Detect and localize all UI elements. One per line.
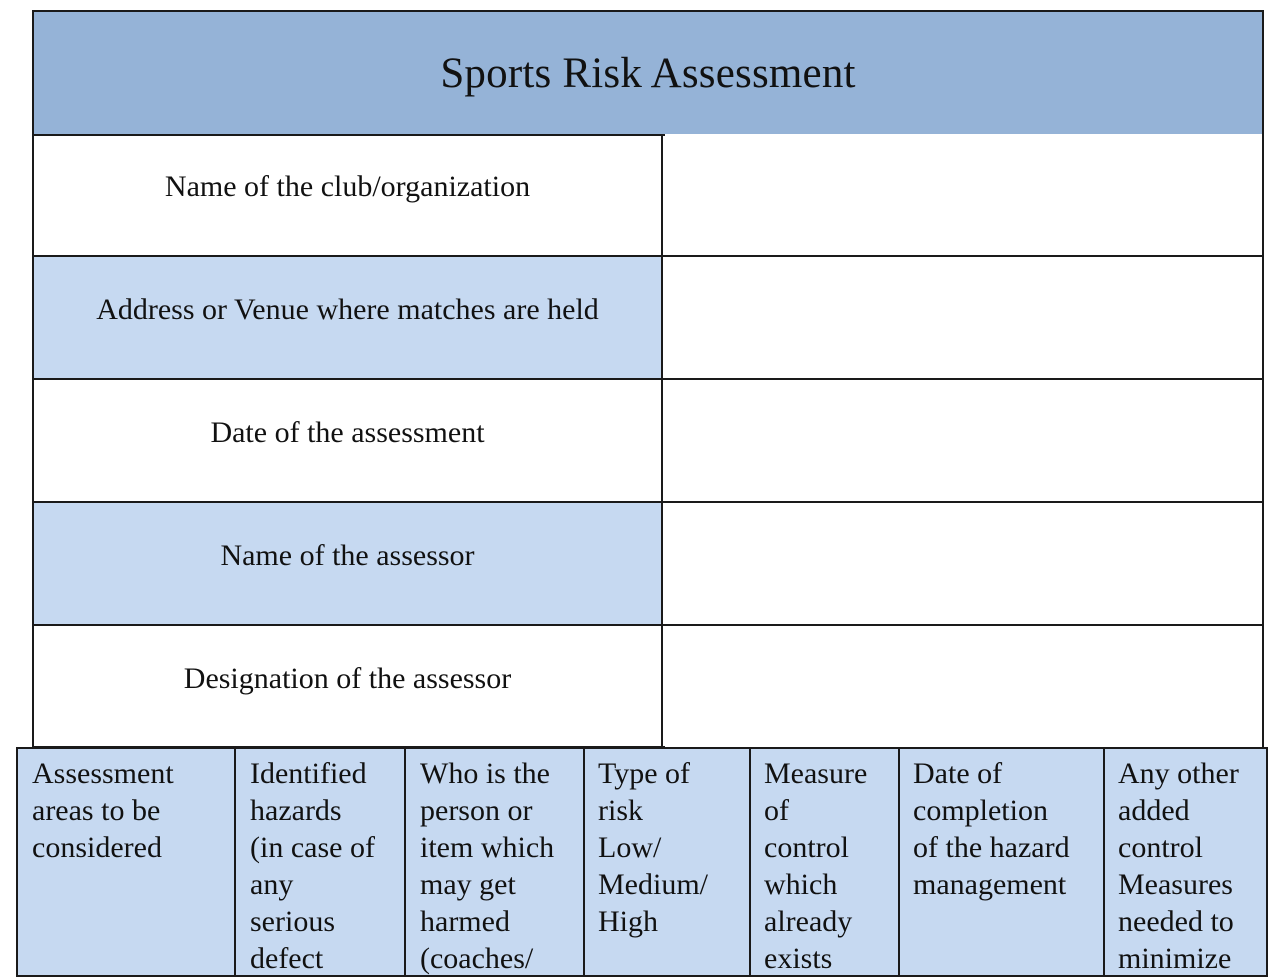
field-row-date: [34, 380, 1262, 503]
field-row-club: [34, 134, 1262, 257]
field-label-venue: Address or Venue where matches are held: [34, 257, 663, 378]
field-row-venue: [34, 257, 1262, 380]
column-header-assessment-areas: Assessment areas to be considered: [18, 749, 236, 975]
field-row-assessor-name: [34, 503, 1262, 626]
title-band: [34, 12, 1262, 136]
column-header-who-harmed: Who is the person or item which may get harmed (coaches/: [406, 749, 585, 975]
field-label-assessor-name: Name of the assessor: [34, 503, 663, 624]
column-header-added-control: Any other added control Measures needed to minimize: [1118, 757, 1239, 975]
field-value-venue[interactable]: [665, 257, 1262, 378]
assessment-table-header: [16, 747, 1268, 977]
column-header-existing-control: Measure of control which already exists: [751, 749, 900, 975]
column-header-risk-type: Type of risk Low/ Medium/ High: [585, 749, 751, 975]
field-label-date: Date of the assessment: [34, 380, 663, 501]
column-header-identified-hazards: Identified hazards (in case of any serious defect: [236, 749, 406, 975]
assessment-form: [32, 10, 1264, 748]
column-header-completion-date: Date of completion of the hazard management: [900, 749, 1105, 975]
field-label-designation: Designation of the assessor: [34, 626, 663, 749]
field-value-date[interactable]: [665, 380, 1262, 501]
field-value-designation[interactable]: [665, 626, 1262, 749]
field-row-designation: [34, 626, 1262, 749]
field-value-assessor-name[interactable]: [665, 503, 1262, 624]
field-value-club[interactable]: [665, 134, 1262, 255]
field-label-club: Name of the club/organization: [34, 134, 663, 255]
form-title: Sports Risk Assessment: [440, 49, 856, 97]
